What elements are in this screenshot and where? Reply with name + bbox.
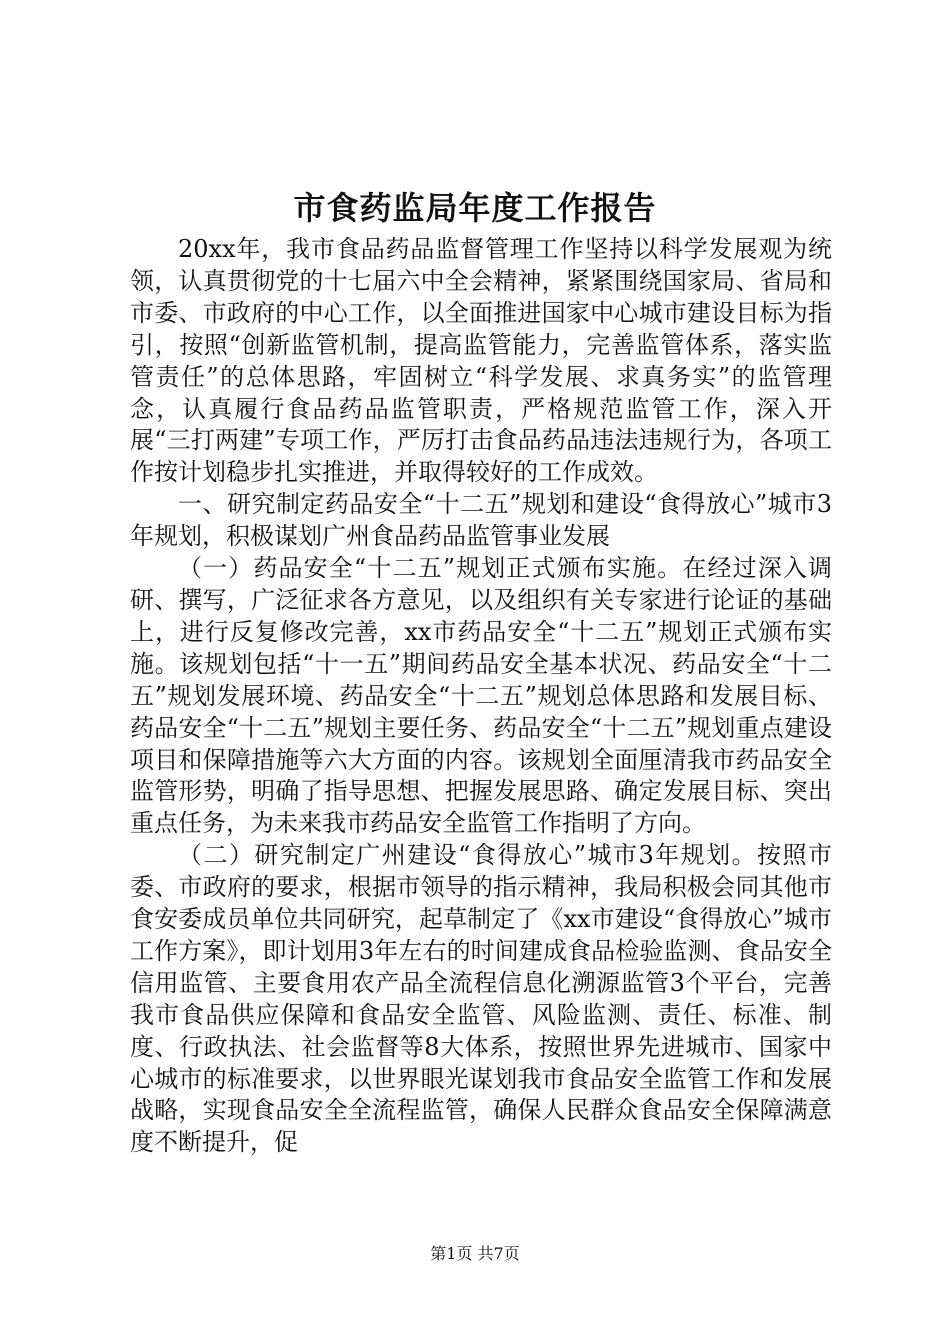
document-body <box>130 234 832 1159</box>
paragraph-intro: 20xx年，我市食品药品监督管理工作坚持以科学发展观为统领，认真贯彻党的十七届六中全会精神，紧紧围绕国家局、省局和市委、市政府的中心工作，以全面推进国家中心城市建设目标为指引，按照“创新监管机制，提高监管能力，完善监管体系，落实监管责任”的总体思路，牢固树立“科学发展、求真务实”的监管理念，认真履行食品药品监管职责，严格规范监管工作，深入开展“三打两建”专项工作，严厉打击食品药品违法违规行为，各项工作按计划稳步扎实推进，并取得较好的工作成效。 <box>130 235 832 487</box>
document-title: 市食药监局年度工作报告 <box>293 189 657 227</box>
page-footer <box>0 1244 950 1264</box>
paragraph-subsection-2: （二）研究制定广州建设“食得放心”城市3年规划。按照市委、市政府的要求，根据市领导的指示精神，我局积极会同其他市食安委成员单位共同研究，起草制定了《xx市建设“食得放心”城市工作方案》，即计划用3年左右的时间建成食品检验监测、食品安全信用监管、主要食用农产品全流程信息化溯源监管3个平台，完善我市食品供应保障和食品安全监管、风险监测、责任、标准、制度、行政执法、社会监督等8大体系，按照世界先进城市、国家中心城市的标准要求，以世界眼光谋划我市食品安全监管工作和发展战略，实现食品安全全流程监管，确保人民群众食品安全保障满意度不断提升，促 <box>130 841 832 1157</box>
paragraph-subsection-1: （一）药品安全“十二五”规划正式颁布实施。在经过深入调研、撰写，广泛征求各方意见，以及组织有关专家进行论证的基础上，进行反复修改完善，xx市药品安全“十二五”规划正式颁布实施。该规划包括“十一五”期间药品安全基本状况、药品安全“十二五”规划发展环境、药品安全“十二五”规划总体思路和发展目标、药品安全“十二五”规划主要任务、药品安全“十二五”规划重点建设项目和保障措施等六大方面的内容。该规划全面厘清我市药品安全监管形势，明确了指导思想、把握发展思路、确定发展目标、突出重点任务，为未来我市药品安全监管工作指明了方向。 <box>130 554 832 838</box>
paragraph-section-heading: 一、研究制定药品安全“十二五”规划和建设“食得放心”城市3年规划，积极谋划广州食品药品监管事业发展 <box>130 490 832 551</box>
page-number-label: 第1页 共7页 <box>430 1244 520 1263</box>
